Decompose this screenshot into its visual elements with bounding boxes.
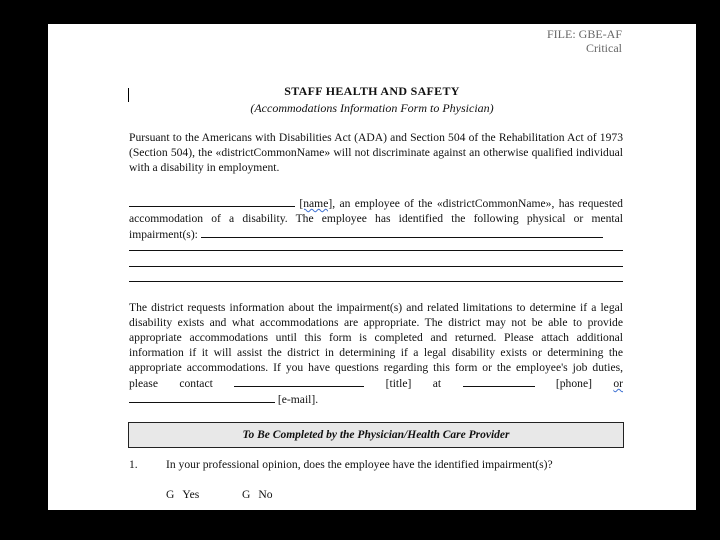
impairment-line-3[interactable] bbox=[129, 266, 623, 267]
email-tag: [e-mail]. bbox=[277, 393, 319, 406]
title-tag: [title] at bbox=[385, 377, 442, 390]
question-text: In your professional opinion, does the employee have the identified impairment(s)? bbox=[166, 458, 553, 471]
or-word: or bbox=[613, 377, 624, 390]
phone-blank[interactable] bbox=[463, 375, 535, 387]
document-title: STAFF HEALTH AND SAFETY bbox=[284, 84, 460, 98]
critical-label: Critical bbox=[586, 41, 622, 55]
no-label: No bbox=[258, 488, 273, 501]
impairment-blank[interactable] bbox=[201, 226, 603, 238]
employee-name-blank[interactable] bbox=[129, 195, 295, 207]
impairment-line-4[interactable] bbox=[129, 281, 623, 282]
file-code-line: FILE: GBE-AF bbox=[547, 27, 622, 41]
phone-tag: [phone] bbox=[555, 377, 592, 390]
district-request-paragraph bbox=[129, 300, 623, 407]
no-option[interactable] bbox=[242, 488, 273, 501]
contact-name-blank[interactable] bbox=[234, 375, 364, 387]
yes-option[interactable] bbox=[166, 488, 199, 501]
district-request-text: The district requests information about the impairment(s) and related limitations to determine if a legal disability exists and what accommodations are appropriate. The district may not be able to provide appropriate accommodations until this form is completed and returned. Please attach additional information if it will assist the district in determining if a legal disability exists or determining the appropriate accommodations. If you have questions regarding this form or the employee's job duties, please contact bbox=[129, 301, 623, 390]
name-tag: [name] bbox=[299, 197, 333, 210]
yes-checkbox[interactable]: G bbox=[166, 488, 175, 501]
request-text: , an employee of the «districtCommonName», has requested accommodation of a disability. The employee has identified the following physical or mental impairment(s): bbox=[129, 197, 623, 241]
ada-paragraph: Pursuant to the Americans with Disabilities Act (ADA) and Section 504 of the Rehabilitation Act of 1973 (Section 504), the «districtCommonName» will not discriminate against an otherwise qualified individual with a disability in employment. bbox=[129, 131, 623, 174]
page-corner-mark bbox=[124, 36, 126, 46]
impairment-line-2[interactable] bbox=[129, 250, 623, 251]
no-checkbox[interactable]: G bbox=[242, 488, 251, 501]
document-page bbox=[48, 24, 696, 510]
file-code bbox=[547, 27, 622, 55]
document-subtitle: (Accommodations Information Form to Physician) bbox=[250, 101, 494, 115]
physician-section-label: To Be Completed by the Physician/Health Care Provider bbox=[242, 429, 510, 441]
yes-label: Yes bbox=[182, 488, 200, 501]
employee-request-paragraph bbox=[129, 195, 623, 242]
question-number: 1. bbox=[129, 458, 138, 471]
physician-section-header bbox=[128, 422, 624, 448]
email-blank[interactable] bbox=[129, 391, 275, 403]
